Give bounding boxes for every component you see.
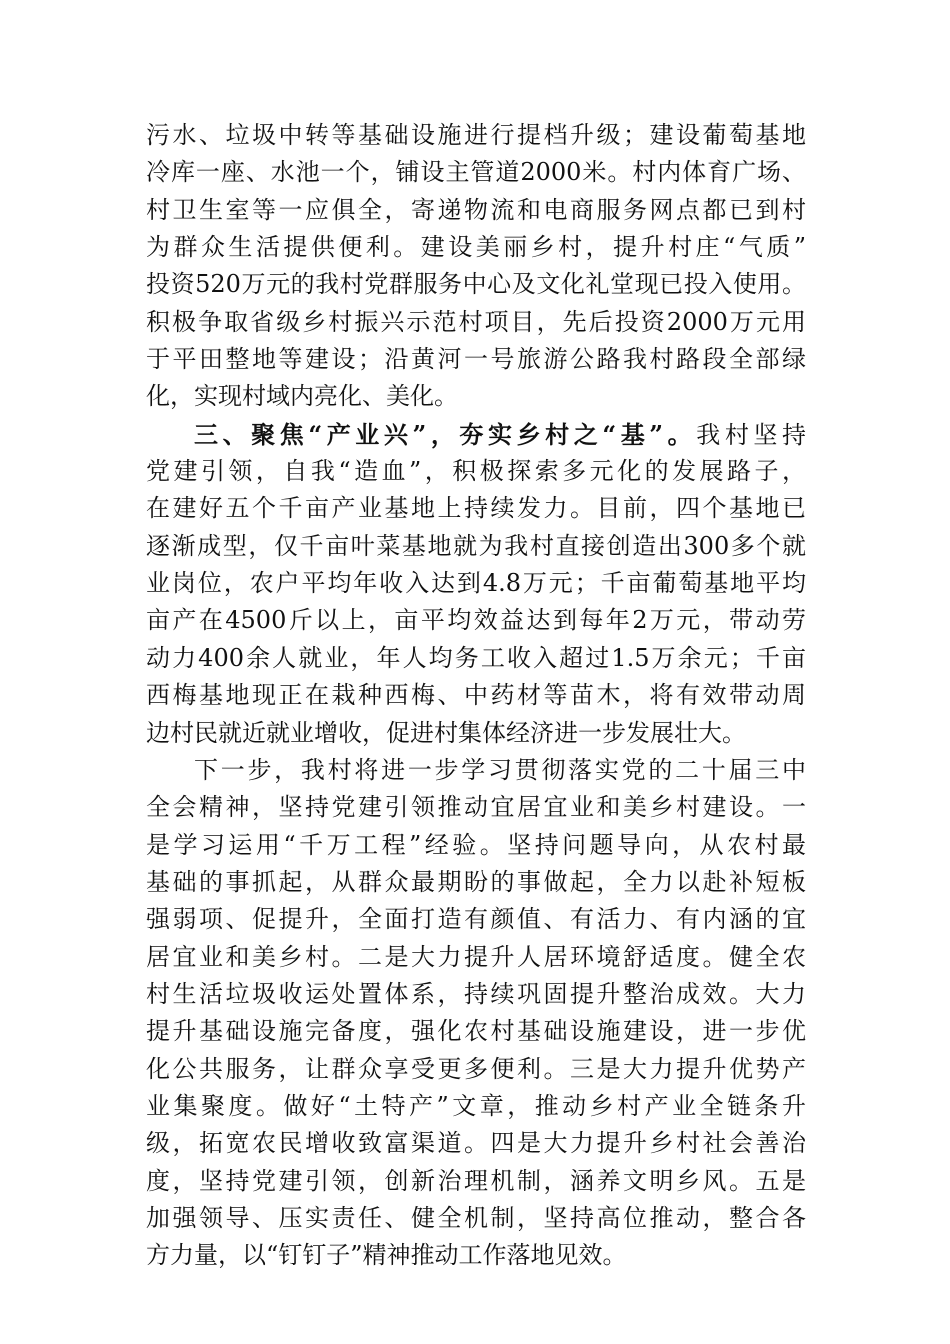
text-line: 积极争取省级乡村振兴示范村项目，先后投资2000万元用: [146, 307, 806, 336]
text-line: 级，拓宽农民增收致富渠道。四是大力提升乡村社会善治: [146, 1129, 806, 1158]
text-line: 在建好五个千亩产业基地上持续发力。目前，四个基地已: [146, 494, 806, 523]
text-line: 为群众生活提供便利。建设美丽乡村，提升村庄“气质”: [146, 233, 806, 262]
text-line: 于平田整地等建设；沿黄河一号旅游公路我村路段全部绿: [146, 345, 806, 374]
text-line: 西梅基地现正在栽种西梅、中药材等苗木，将有效带动周: [146, 681, 806, 710]
text-line: 化公共服务，让群众享受更多便利。三是大力提升优势产: [146, 1054, 806, 1083]
text-line: 加强领导、压实责任、健全机制，坚持高位推动，整合各: [146, 1203, 806, 1232]
document-body: [146, 117, 806, 1275]
text-line: 逐渐成型，仅千亩叶菜基地就为我村直接创造出300多个就: [146, 531, 806, 560]
section-heading: 三、聚焦“产业兴”，夯实乡村之“基”。: [194, 419, 697, 449]
text-line: 党建引领，自我“造血”，积极探索多元化的发展路子，: [146, 457, 806, 486]
text-line: 全会精神，坚持党建引领推动宜居宜业和美乡村建设。一: [146, 793, 806, 822]
section-heading-tail: 我村坚持: [696, 420, 807, 449]
text-line: 村生活垃圾收运处置体系，持续巩固提升整治成效。大力: [146, 979, 806, 1008]
text-line: 提升基础设施完备度，强化农村基础设施建设，进一步优: [146, 1017, 806, 1046]
text-line: 强弱项、促提升，全面打造有颜值、有活力、有内涵的宜: [146, 905, 806, 934]
text-line: 投资520万元的我村党群服务中心及文化礼堂现已投入使用。: [146, 270, 806, 299]
text-line: 居宜业和美乡村。二是大力提升人居环境舒适度。健全农: [146, 942, 806, 971]
text-line: 方力量，以“钉钉子”精神推动工作落地见效。: [146, 1241, 627, 1270]
text-line: 动力400余人就业，年人均务工收入超过1.5万余元；千亩: [146, 643, 806, 672]
text-line: 边村民就近就业增收，促进村集体经济进一步发展壮大。: [146, 718, 746, 747]
text-line: 基础的事抓起，从群众最期盼的事做起，全力以赴补短板: [146, 867, 806, 896]
text-line: 村卫生室等一应俱全，寄递物流和电商服务网点都已到村: [146, 195, 806, 224]
text-line: 化，实现村域内亮化、美化。: [146, 382, 458, 411]
text-line: 是学习运用“千万工程”经验。坚持问题导向，从农村最: [146, 830, 806, 859]
text-line: 业集聚度。做好“土特产”文章，推动乡村产业全链条升: [146, 1091, 806, 1120]
text-line: 度，坚持党建引领，创新治理机制，涵养文明乡风。五是: [146, 1166, 806, 1195]
text-line: 下一步，我村将进一步学习贯彻落实党的二十届三中: [194, 755, 806, 784]
section-heading-line: [146, 416, 806, 453]
text-line: 业岗位，农户平均年收入达到4.8万元；千亩葡萄基地平均: [146, 569, 806, 598]
text-line: 冷库一座、水池一个，铺设主管道2000米。村内体育广场、: [146, 158, 806, 187]
text-line: 亩产在4500斤以上，亩平均效益达到每年2万元，带动劳: [146, 606, 806, 635]
text-line: 污水、垃圾中转等基础设施进行提档升级；建设葡萄基地: [146, 121, 806, 149]
